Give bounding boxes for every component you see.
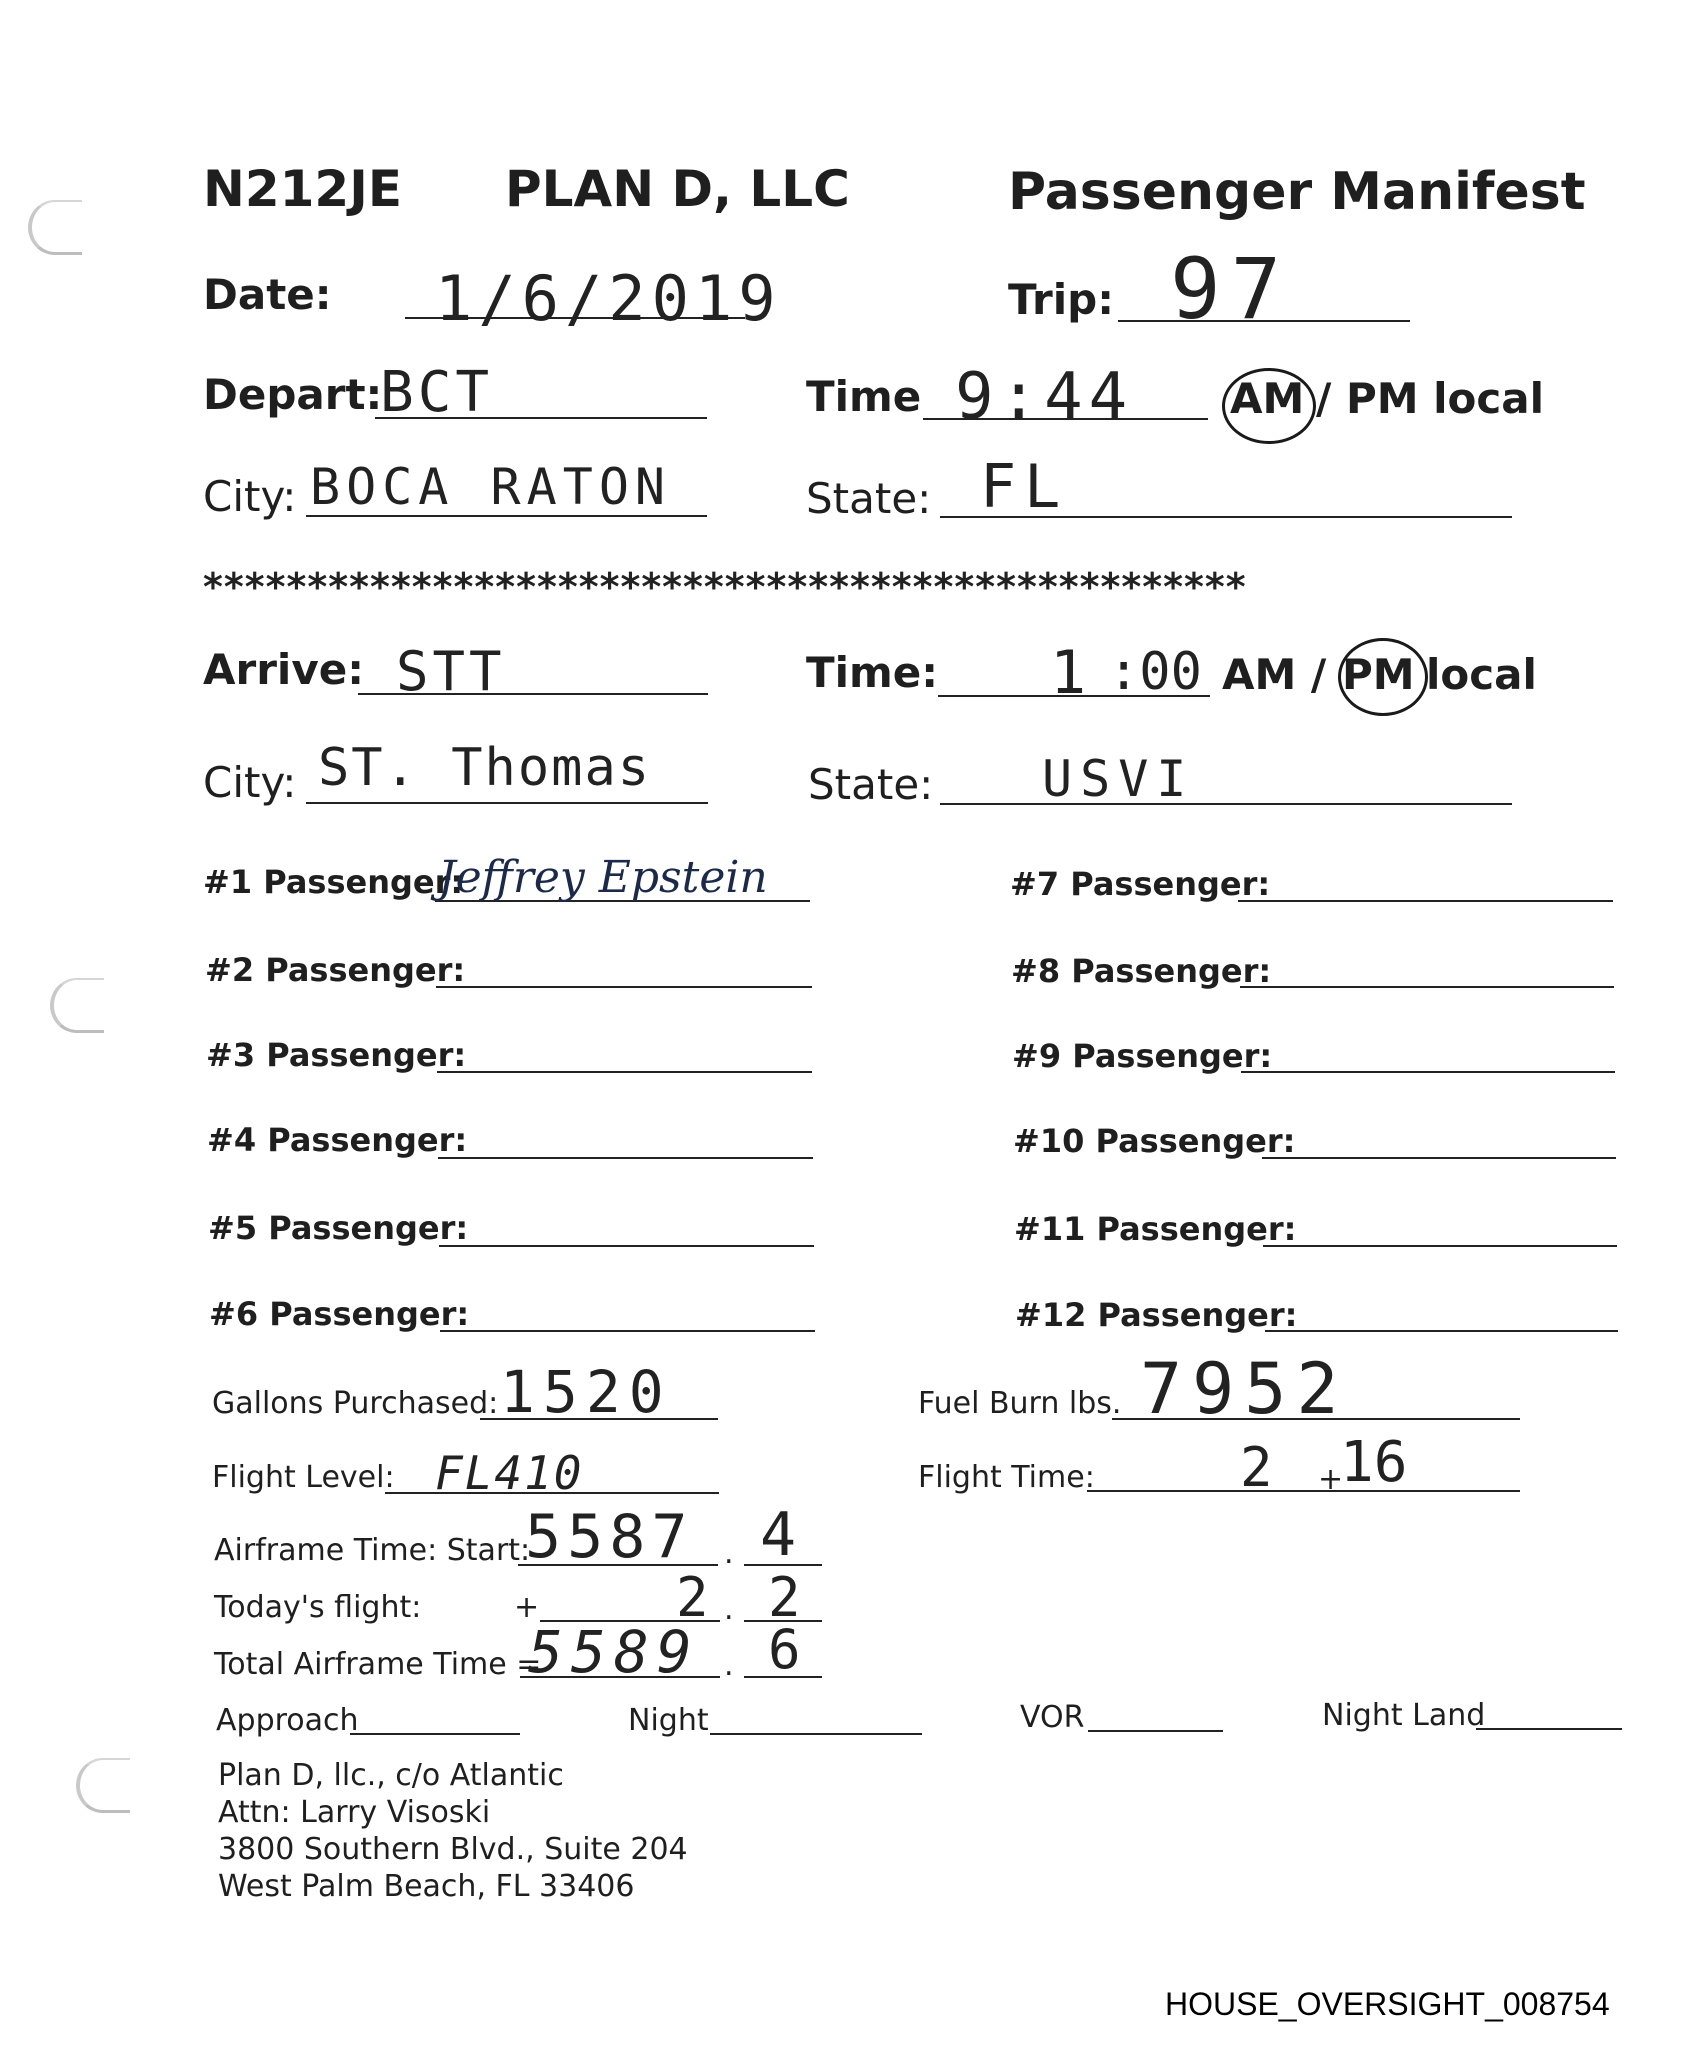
passenger-8-label: #8 Passenger: xyxy=(1011,952,1272,990)
todays-flight-dot: . xyxy=(724,1592,734,1627)
vor-line[interactable] xyxy=(1088,1730,1223,1732)
passenger-12-line[interactable] xyxy=(1265,1330,1618,1332)
total-airframe-tenth: 6 xyxy=(768,1618,801,1681)
passenger-1-value: Jeffrey Epstein xyxy=(438,852,768,903)
passenger-6-line[interactable] xyxy=(440,1330,815,1332)
binder-hole-top xyxy=(28,200,82,255)
depart-time-value: 9:44 xyxy=(955,360,1134,434)
address-line-1: Plan D, llc., c/o Atlantic xyxy=(218,1758,564,1793)
total-airframe-label: Total Airframe Time = xyxy=(214,1647,542,1682)
flight-time-line[interactable] xyxy=(1087,1490,1520,1492)
depart-state-value: FL xyxy=(980,452,1069,522)
night-label: Night xyxy=(628,1703,709,1738)
total-airframe-dot: . xyxy=(724,1648,734,1683)
document-id: HOUSE_OVERSIGHT_008754 xyxy=(1165,1986,1610,2022)
company-name: PLAN D, LLC xyxy=(505,160,850,218)
total-airframe-whole: 5589 xyxy=(528,1618,700,1686)
passenger-7-label: #7 Passenger: xyxy=(1010,865,1271,903)
airframe-start-tenth: 4 xyxy=(760,1500,797,1570)
passenger-3-label: #3 Passenger: xyxy=(206,1036,467,1074)
depart-city-label: City: xyxy=(203,472,297,521)
depart-am: AM xyxy=(1230,374,1305,423)
depart-value: BCT xyxy=(380,360,494,425)
address-line-3: 3800 Southern Blvd., Suite 204 xyxy=(218,1832,688,1867)
depart-time-label: Time xyxy=(806,372,922,421)
arrive-city-label: City: xyxy=(203,758,297,807)
flight-time-label: Flight Time: xyxy=(918,1460,1095,1495)
flight-time-minutes: 16 xyxy=(1340,1430,1408,1495)
night-land-line[interactable] xyxy=(1476,1728,1622,1730)
arrive-time-minutes: :00 xyxy=(1108,642,1202,702)
fuel-burn-value: 7952 xyxy=(1140,1348,1349,1430)
approach-label: Approach xyxy=(216,1703,359,1738)
arrive-am: AM / xyxy=(1222,650,1327,699)
todays-flight-label: Today's flight: xyxy=(214,1590,422,1625)
passenger-4-label: #4 Passenger: xyxy=(207,1121,468,1159)
arrive-state-value: USVI xyxy=(1042,750,1195,808)
gallons-label: Gallons Purchased: xyxy=(212,1386,499,1421)
passenger-9-line[interactable] xyxy=(1241,1071,1615,1073)
approach-line[interactable] xyxy=(350,1733,520,1735)
binder-hole-bottom xyxy=(76,1758,130,1813)
address-block xyxy=(218,1757,688,1905)
passenger-4-line[interactable] xyxy=(438,1157,813,1159)
airframe-start-dot: . xyxy=(724,1536,734,1571)
arrive-local: local xyxy=(1426,650,1537,699)
date-label: Date: xyxy=(203,270,332,319)
passenger-11-line[interactable] xyxy=(1263,1245,1617,1247)
arrive-city-line xyxy=(306,802,708,804)
airframe-start-whole: 5587 xyxy=(525,1502,694,1572)
passenger-7-line[interactable] xyxy=(1238,900,1613,902)
passenger-11-label: #11 Passenger: xyxy=(1014,1210,1297,1248)
passenger-1-label: #1 Passenger: xyxy=(203,863,464,901)
passenger-12-label: #12 Passenger: xyxy=(1015,1296,1298,1334)
arrive-time-hour: 1 xyxy=(1050,638,1087,708)
passenger-10-line[interactable] xyxy=(1262,1157,1616,1159)
passenger-5-line[interactable] xyxy=(439,1245,814,1247)
passenger-3-line[interactable] xyxy=(437,1071,812,1073)
arrive-pm: PM xyxy=(1342,650,1415,699)
night-line[interactable] xyxy=(710,1733,922,1735)
todays-flight-plus: + xyxy=(514,1590,540,1625)
depart-label: Depart: xyxy=(203,370,383,419)
todays-flight-whole: 2 xyxy=(676,1566,709,1629)
todays-flight-tenth: 2 xyxy=(768,1566,801,1629)
airframe-start-label: Airframe Time: Start: xyxy=(214,1533,531,1568)
depart-city-value: BOCA RATON xyxy=(310,458,672,516)
binder-hole-middle xyxy=(50,978,104,1033)
address-line-2: Attn: Larry Visoski xyxy=(218,1795,491,1830)
tail-number: N212JE xyxy=(203,160,402,218)
separator-stars: ************************************************** xyxy=(203,565,1247,609)
arrive-time-label: Time: xyxy=(806,648,939,697)
passenger-10-label: #10 Passenger: xyxy=(1013,1122,1296,1160)
passenger-8-line[interactable] xyxy=(1240,986,1614,988)
depart-state-label: State: xyxy=(806,474,932,523)
vor-label: VOR xyxy=(1020,1700,1085,1735)
form-title: Passenger Manifest xyxy=(1008,162,1586,222)
passenger-6-label: #6 Passenger: xyxy=(209,1295,470,1333)
gallons-value: 1520 xyxy=(500,1358,672,1426)
arrive-state-line xyxy=(940,803,1512,805)
flight-level-value: FL410 xyxy=(435,1446,584,1500)
arrive-label: Arrive: xyxy=(203,645,364,694)
flight-time-hours: 2 xyxy=(1240,1436,1273,1499)
address-line-4: West Palm Beach, FL 33406 xyxy=(218,1869,635,1904)
night-land-label: Night Land xyxy=(1322,1698,1486,1733)
passenger-9-label: #9 Passenger: xyxy=(1012,1037,1273,1075)
passenger-5-label: #5 Passenger: xyxy=(208,1209,469,1247)
passenger-2-label: #2 Passenger: xyxy=(205,951,466,989)
arrive-city-value: ST. Thomas xyxy=(318,738,652,798)
date-value: 1/6/2019 xyxy=(435,262,782,335)
flight-level-label: Flight Level: xyxy=(212,1460,395,1495)
fuel-burn-label: Fuel Burn lbs. xyxy=(918,1386,1122,1421)
depart-ampm-rest: / PM local xyxy=(1316,374,1545,423)
flight-time-plus: + xyxy=(1318,1462,1344,1497)
passenger-2-line[interactable] xyxy=(436,986,812,988)
trip-value: 97 xyxy=(1170,240,1292,338)
trip-label: Trip: xyxy=(1008,275,1115,324)
arrive-value: STT xyxy=(396,640,506,703)
arrive-state-label: State: xyxy=(808,760,934,809)
